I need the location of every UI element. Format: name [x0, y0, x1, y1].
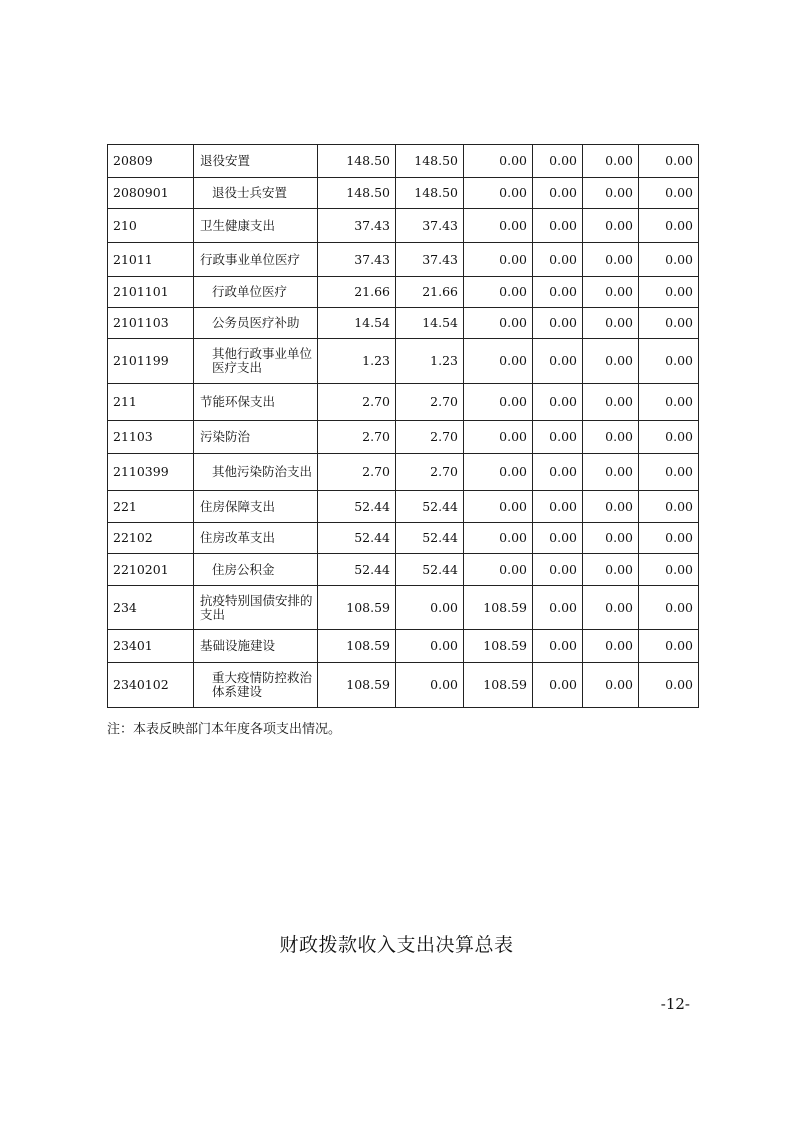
cell-col6: 0.00: [639, 145, 699, 178]
cell-col4: 0.00: [533, 145, 583, 178]
cell-name: 抗疫特别国债安排的支出: [194, 586, 318, 630]
cell-col6: 0.00: [639, 384, 699, 421]
cell-name: 重大疫情防控救治体系建设: [194, 663, 318, 708]
cell-col5: 0.00: [583, 491, 639, 523]
cell-col6: 0.00: [639, 586, 699, 630]
cell-col6: 0.00: [639, 178, 699, 209]
cell-total: 148.50: [318, 178, 396, 209]
cell-special: 0.00: [464, 178, 533, 209]
cell-special: 108.59: [464, 586, 533, 630]
cell-col5: 0.00: [583, 339, 639, 384]
cell-special: 0.00: [464, 421, 533, 454]
cell-code: 221: [108, 491, 194, 523]
cell-code: 2101199: [108, 339, 194, 384]
cell-total: 21.66: [318, 277, 396, 308]
cell-general: 1.23: [396, 339, 464, 384]
expenditure-table: [107, 144, 699, 708]
table-row: [108, 243, 699, 277]
cell-general: 148.50: [396, 145, 464, 178]
cell-general: 0.00: [396, 663, 464, 708]
cell-code: 211: [108, 384, 194, 421]
table-row: [108, 178, 699, 209]
cell-col5: 0.00: [583, 308, 639, 339]
cell-general: 2.70: [396, 421, 464, 454]
cell-total: 2.70: [318, 384, 396, 421]
cell-col5: 0.00: [583, 630, 639, 663]
cell-special: 0.00: [464, 491, 533, 523]
cell-col4: 0.00: [533, 663, 583, 708]
cell-general: 37.43: [396, 243, 464, 277]
table-row: [108, 209, 699, 243]
cell-col4: 0.00: [533, 586, 583, 630]
table-row: [108, 421, 699, 454]
cell-col6: 0.00: [639, 243, 699, 277]
cell-total: 37.43: [318, 209, 396, 243]
cell-total: 52.44: [318, 554, 396, 586]
cell-name: 退役安置: [194, 145, 318, 178]
cell-col4: 0.00: [533, 209, 583, 243]
cell-col5: 0.00: [583, 523, 639, 554]
cell-total: 52.44: [318, 523, 396, 554]
table-row: [108, 586, 699, 630]
table-row: [108, 523, 699, 554]
cell-name: 住房公积金: [194, 554, 318, 586]
cell-col6: 0.00: [639, 523, 699, 554]
table-row: [108, 454, 699, 491]
table-note: 注：本表反映部门本年度各项支出情况。: [107, 722, 342, 737]
cell-col6: 0.00: [639, 554, 699, 586]
cell-col4: 0.00: [533, 277, 583, 308]
cell-total: 2.70: [318, 454, 396, 491]
cell-total: 52.44: [318, 491, 396, 523]
table-row: [108, 145, 699, 178]
cell-total: 37.43: [318, 243, 396, 277]
cell-special: 0.00: [464, 523, 533, 554]
section-title: 财政拨款收入支出决算总表: [279, 934, 514, 956]
cell-col4: 0.00: [533, 384, 583, 421]
cell-code: 2101103: [108, 308, 194, 339]
cell-name: 基础设施建设: [194, 630, 318, 663]
cell-total: 108.59: [318, 586, 396, 630]
cell-general: 37.43: [396, 209, 464, 243]
cell-general: 148.50: [396, 178, 464, 209]
cell-col6: 0.00: [639, 277, 699, 308]
cell-general: 0.00: [396, 630, 464, 663]
cell-col6: 0.00: [639, 339, 699, 384]
cell-special: 108.59: [464, 663, 533, 708]
table-row: [108, 384, 699, 421]
cell-col4: 0.00: [533, 454, 583, 491]
cell-col4: 0.00: [533, 308, 583, 339]
table-body: [108, 145, 699, 708]
cell-col6: 0.00: [639, 491, 699, 523]
cell-general: 52.44: [396, 491, 464, 523]
cell-col4: 0.00: [533, 243, 583, 277]
cell-col5: 0.00: [583, 663, 639, 708]
cell-col5: 0.00: [583, 454, 639, 491]
cell-code: 22102: [108, 523, 194, 554]
cell-general: 2.70: [396, 384, 464, 421]
cell-name: 退役士兵安置: [194, 178, 318, 209]
cell-special: 0.00: [464, 243, 533, 277]
cell-general: 0.00: [396, 586, 464, 630]
cell-col6: 0.00: [639, 209, 699, 243]
cell-code: 20809: [108, 145, 194, 178]
cell-special: 0.00: [464, 339, 533, 384]
cell-col6: 0.00: [639, 421, 699, 454]
cell-total: 1.23: [318, 339, 396, 384]
cell-total: 108.59: [318, 663, 396, 708]
cell-col5: 0.00: [583, 209, 639, 243]
cell-name: 住房保障支出: [194, 491, 318, 523]
cell-col5: 0.00: [583, 243, 639, 277]
cell-col5: 0.00: [583, 554, 639, 586]
cell-general: 21.66: [396, 277, 464, 308]
cell-general: 52.44: [396, 554, 464, 586]
cell-code: 2210201: [108, 554, 194, 586]
cell-name: 行政事业单位医疗: [194, 243, 318, 277]
cell-total: 108.59: [318, 630, 396, 663]
cell-col5: 0.00: [583, 178, 639, 209]
cell-special: 0.00: [464, 454, 533, 491]
cell-col5: 0.00: [583, 384, 639, 421]
cell-col4: 0.00: [533, 339, 583, 384]
cell-special: 0.00: [464, 384, 533, 421]
cell-code: 2110399: [108, 454, 194, 491]
table-row: [108, 491, 699, 523]
cell-code: 21103: [108, 421, 194, 454]
cell-col4: 0.00: [533, 491, 583, 523]
cell-general: 52.44: [396, 523, 464, 554]
cell-total: 14.54: [318, 308, 396, 339]
cell-special: 0.00: [464, 554, 533, 586]
cell-col4: 0.00: [533, 178, 583, 209]
cell-col5: 0.00: [583, 277, 639, 308]
table-row: [108, 630, 699, 663]
cell-col6: 0.00: [639, 663, 699, 708]
cell-name: 公务员医疗补助: [194, 308, 318, 339]
cell-col4: 0.00: [533, 421, 583, 454]
cell-code: 21011: [108, 243, 194, 277]
cell-code: 2080901: [108, 178, 194, 209]
cell-code: 234: [108, 586, 194, 630]
cell-code: 2340102: [108, 663, 194, 708]
cell-general: 14.54: [396, 308, 464, 339]
table-row: [108, 554, 699, 586]
cell-total: 148.50: [318, 145, 396, 178]
cell-name: 行政单位医疗: [194, 277, 318, 308]
cell-name: 其他污染防治支出: [194, 454, 318, 491]
cell-col6: 0.00: [639, 308, 699, 339]
cell-col5: 0.00: [583, 421, 639, 454]
cell-col5: 0.00: [583, 145, 639, 178]
cell-special: 0.00: [464, 145, 533, 178]
cell-special: 0.00: [464, 209, 533, 243]
cell-name: 卫生健康支出: [194, 209, 318, 243]
page-number: -12-: [660, 995, 690, 1013]
cell-special: 108.59: [464, 630, 533, 663]
cell-col4: 0.00: [533, 523, 583, 554]
cell-general: 2.70: [396, 454, 464, 491]
cell-col6: 0.00: [639, 454, 699, 491]
cell-col4: 0.00: [533, 630, 583, 663]
table-row: [108, 339, 699, 384]
cell-name: 住房改革支出: [194, 523, 318, 554]
cell-col4: 0.00: [533, 554, 583, 586]
cell-name: 其他行政事业单位医疗支出: [194, 339, 318, 384]
cell-col5: 0.00: [583, 586, 639, 630]
cell-total: 2.70: [318, 421, 396, 454]
cell-name: 污染防治: [194, 421, 318, 454]
cell-special: 0.00: [464, 308, 533, 339]
table-row: [108, 277, 699, 308]
cell-code: 210: [108, 209, 194, 243]
cell-code: 23401: [108, 630, 194, 663]
table-row: [108, 663, 699, 708]
table-row: [108, 308, 699, 339]
cell-special: 0.00: [464, 277, 533, 308]
cell-code: 2101101: [108, 277, 194, 308]
cell-col6: 0.00: [639, 630, 699, 663]
cell-name: 节能环保支出: [194, 384, 318, 421]
